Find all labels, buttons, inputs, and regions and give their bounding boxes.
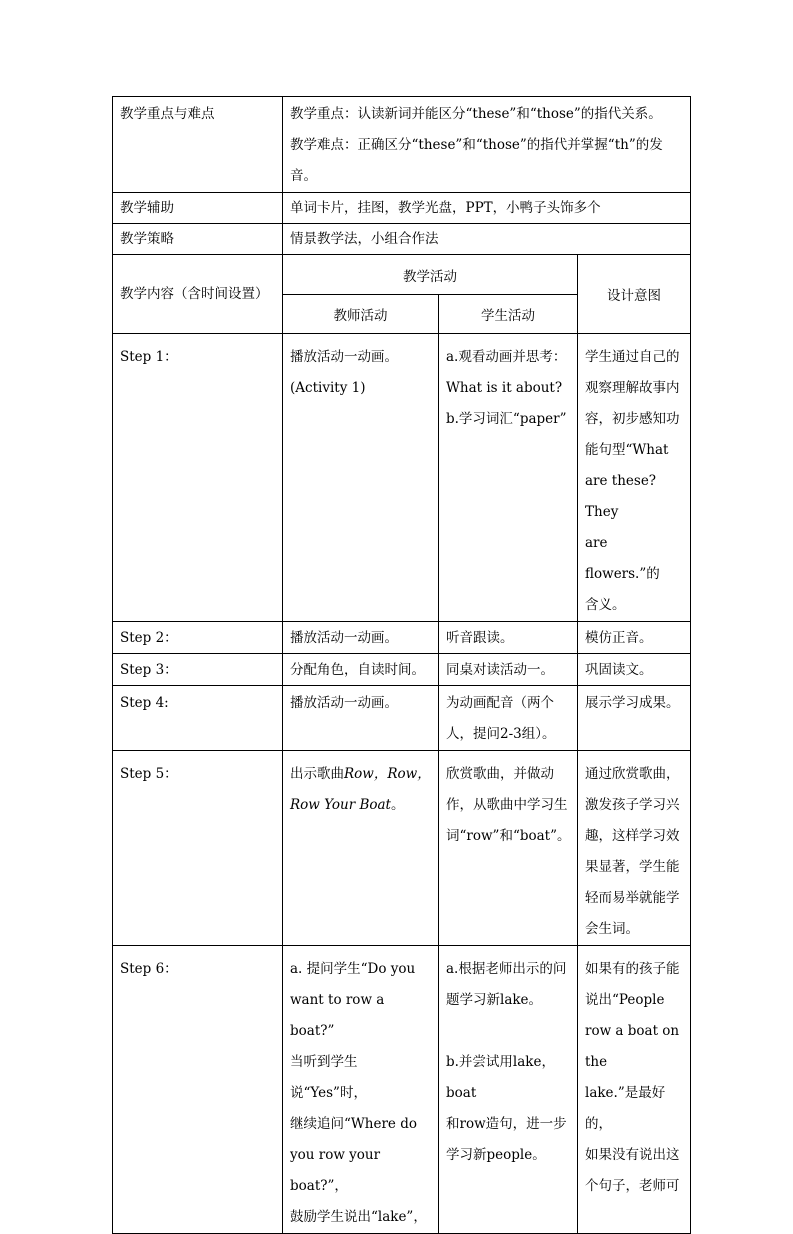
header-intent: 设计意图: [578, 255, 691, 334]
teacher-line: a. 提问学生“Do you: [290, 961, 416, 977]
strategy-value: 情景教学法，小组合作法: [290, 231, 439, 247]
student-line: 词“row”和“boat”。: [446, 828, 571, 844]
header-row-1: [113, 255, 691, 295]
student-line: b.学习词汇“paper”: [446, 411, 567, 427]
step-row: [113, 654, 691, 686]
student-line: 为动画配音（两个: [446, 695, 554, 711]
teacher-line: 分配角色，自读时间。: [290, 661, 425, 678]
teacher-line: want to row a boat?”: [290, 992, 385, 1039]
intent-line: 果显著，学生能: [585, 859, 680, 875]
strategy-label: 教学策略: [120, 231, 174, 247]
step-row: [113, 622, 691, 654]
student-line: 同桌对读活动一。: [446, 661, 554, 678]
teacher-line: 播放活动一动画。: [290, 629, 398, 646]
intent-line: 轻而易举就能学: [585, 890, 680, 906]
header-content: 教学内容（含时间设置）: [120, 286, 269, 302]
focus-label: 教学重点与难点: [120, 106, 215, 122]
intent-line: 如果没有说出这: [585, 1147, 680, 1163]
intent-line: 巩固读文。: [585, 661, 653, 678]
step-label: Step 4:: [120, 695, 169, 711]
step-label: Step 5：: [120, 766, 178, 782]
teacher-line: [290, 759, 432, 790]
lesson-plan-table: [112, 96, 691, 1234]
intent-line: 模仿正音。: [585, 629, 653, 646]
student-line: a.观看动画并思考：: [446, 349, 567, 365]
student-line: 听音跟读。: [446, 629, 514, 646]
student-line: [446, 1016, 571, 1047]
step-label: Step 6：: [120, 961, 178, 977]
header-student: 学生活动: [439, 295, 578, 334]
song-title-part-2: Row Your Boat: [290, 797, 391, 813]
student-line: 学习新people。: [446, 1147, 546, 1163]
student-line: 欣赏歌曲，并做动: [446, 766, 554, 782]
student-line: b.并尝试用lake，boat: [446, 1054, 555, 1101]
step-row: [113, 334, 691, 622]
teacher-line: (Activity 1): [290, 380, 366, 396]
song-prefix: 出示歌曲: [290, 766, 344, 782]
aids-value: 单词卡片，挂图，教学光盘，PPT，小鸭子头饰多个: [290, 200, 601, 216]
teacher-line: 继续追问“Where do: [290, 1116, 417, 1132]
focus-label-cell: [113, 97, 283, 193]
intent-line: 激发孩子学习兴: [585, 797, 680, 813]
focus-line-1: 教学重点：认读新词并能区分“these”和“those”的指代关系。: [290, 106, 662, 122]
intent-line: 含义。: [585, 597, 626, 613]
student-line: What is it about?: [446, 380, 563, 396]
song-title-part-1: Row，Row，: [344, 766, 431, 782]
student-line: 和row造句，进一步: [446, 1116, 567, 1132]
strategy-row: [113, 224, 691, 255]
step-row: [113, 686, 691, 751]
focus-row: [113, 97, 691, 193]
intent-line: 容，初步感知功: [585, 411, 680, 427]
aids-row: [113, 193, 691, 224]
student-line: 人，提问2-3组）。: [446, 726, 556, 742]
teacher-line: 鼓励学生说出“lake”，: [290, 1209, 427, 1225]
intent-line: row a boat on the: [585, 1023, 680, 1070]
teacher-line: 播放活动一动画。: [290, 695, 398, 711]
header-activities: 教学活动: [283, 255, 578, 295]
intent-line: 如果有的孩子能: [585, 961, 680, 977]
teacher-line: 当听到学生说“Yes”时，: [290, 1054, 367, 1101]
intent-line: 说出“People: [585, 992, 665, 1008]
step-row: [113, 751, 691, 946]
header-teacher: 教师活动: [283, 295, 439, 334]
focus-value-cell: [283, 97, 691, 193]
intent-line: are these? They: [585, 473, 657, 520]
intent-line: 展示学习成果。: [585, 695, 680, 711]
teacher-line: [290, 790, 432, 821]
intent-line: 观察理解故事内: [585, 380, 680, 396]
focus-line-2: 教学难点：正确区分“these”和“those”的指代并掌握“th”的发音。: [290, 137, 663, 184]
intent-line: 趣，这样学习效: [585, 828, 680, 844]
intent-line: lake.”是最好的，: [585, 1085, 666, 1132]
intent-line: 学生通过自己的: [585, 349, 680, 365]
intent-line: are flowers.”的: [585, 535, 660, 582]
step-label: Step 1：: [120, 349, 178, 365]
teacher-line: 播放活动一动画。: [290, 349, 398, 365]
intent-line: 个句子，老师可: [585, 1178, 680, 1194]
student-line: a.根据老师出示的问: [446, 961, 567, 977]
student-line: 题学习新lake。: [446, 992, 543, 1008]
step-label: Step 3：: [120, 661, 178, 678]
step-row: [113, 946, 691, 1234]
song-suffix: 。: [390, 797, 405, 813]
intent-line: 通过欣赏歌曲，: [585, 766, 680, 782]
step-label: Step 2：: [120, 629, 178, 646]
aids-label: 教学辅助: [120, 200, 174, 216]
teacher-line: you row your boat?”，: [290, 1147, 381, 1194]
intent-line: 能句型“What: [585, 442, 669, 458]
student-line: 作，从歌曲中学习生: [446, 797, 568, 813]
intent-line: 会生词。: [585, 921, 639, 937]
